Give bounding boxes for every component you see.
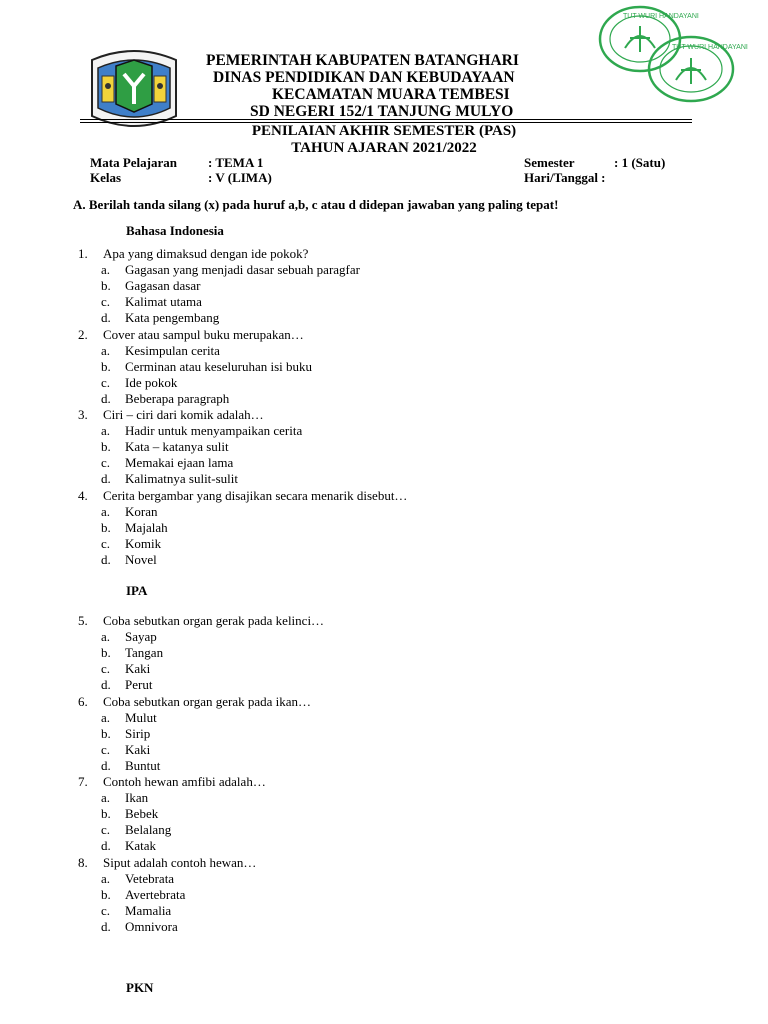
option-text: Kalimatnya sulit-sulit <box>125 471 239 487</box>
question-number: 4. <box>78 487 88 503</box>
option-letter: a. <box>101 262 111 278</box>
option-letter: d. <box>101 677 111 693</box>
subject-value: : TEMA 1 <box>208 155 264 170</box>
option-letter: d. <box>101 757 111 773</box>
question-number: 2. <box>78 326 88 342</box>
option-text: Kata – katanya sulit <box>125 439 229 455</box>
option-letter: c. <box>101 535 111 551</box>
option-text: Beberapa paragraph <box>125 390 230 406</box>
option-letter: a. <box>101 629 111 645</box>
divider <box>80 119 692 120</box>
option-letter: b. <box>101 519 111 535</box>
option-letter: c. <box>101 294 111 310</box>
option-letter: a. <box>101 870 111 886</box>
option-text: Kaki <box>125 661 151 677</box>
letterhead-line: DINAS PENDIDIKAN DAN KEBUDAYAAN <box>213 69 515 86</box>
option-letter: c. <box>101 455 111 471</box>
option-letter: b. <box>101 439 111 455</box>
option-text: Kesimpulan cerita <box>125 342 220 358</box>
date-label: Hari/Tanggal : <box>524 170 606 185</box>
option-letter: b. <box>101 725 111 741</box>
class-label: Kelas <box>90 170 122 185</box>
option-text: Avertebrata <box>125 886 186 902</box>
question-number: 3. <box>78 407 88 422</box>
option-text: Komik <box>125 535 162 551</box>
question-text: Apa yang dimaksud dengan ide pokok? <box>103 246 309 261</box>
question-text: Ciri – ciri dari komik adalah… <box>103 407 264 422</box>
option-letter: d. <box>101 918 111 934</box>
section-title: PKN <box>126 980 154 995</box>
question-text: Cerita bergambar yang disajikan secara menarik disebut… <box>103 487 408 503</box>
option-letter: a. <box>101 709 111 725</box>
option-letter: b. <box>101 886 111 902</box>
semester-label: Semester <box>524 155 575 170</box>
question-text: Siput adalah contoh hewan… <box>103 854 257 870</box>
option-text: Hadir untuk menyampaikan cerita <box>125 423 303 439</box>
question-text: Coba sebutkan organ gerak pada kelinci… <box>103 613 325 628</box>
option-letter: a. <box>101 790 111 806</box>
option-text: Kalimat utama <box>125 294 202 310</box>
option-letter: c. <box>101 661 111 677</box>
question-number: 1. <box>78 246 88 261</box>
letterhead <box>190 52 590 120</box>
exam-title: PENILAIAN AKHIR SEMESTER (PAS) <box>251 123 517 139</box>
question-number: 6. <box>78 693 88 709</box>
question-number: 8. <box>78 854 88 870</box>
option-letter: b. <box>101 358 111 374</box>
option-letter: c. <box>101 902 111 918</box>
question-text: Coba sebutkan organ gerak pada ikan… <box>103 693 312 709</box>
option-text: Perut <box>125 677 153 693</box>
option-letter: d. <box>101 551 111 567</box>
option-text: Mulut <box>125 709 157 725</box>
option-letter: b. <box>101 278 111 294</box>
option-text: Buntut <box>125 757 161 773</box>
letterhead-line: PEMERINTAH KABUPATEN BATANGHARI <box>206 52 519 69</box>
question-number: 7. <box>78 774 88 789</box>
option-text: Tangan <box>125 645 164 661</box>
option-text: Sayap <box>125 629 157 645</box>
option-letter: c. <box>101 374 111 390</box>
instruction: A. Berilah tanda silang (x) pada huruf a,b, c atau d didepan jawaban yang paling tepat! <box>73 197 559 212</box>
option-letter: a. <box>101 342 111 358</box>
seal-text: TUT WURI HANDAYANI <box>623 13 699 20</box>
letterhead-line: SD NEGERI 152/1 TANJUNG MULYO <box>250 103 514 120</box>
school-logo-icon <box>86 46 182 130</box>
question-text: Cover atau sampul buku merupakan… <box>103 326 304 342</box>
option-text: Majalah <box>125 519 168 535</box>
option-text: Katak <box>125 838 157 854</box>
option-letter: b. <box>101 645 111 661</box>
option-text: Memakai ejaan lama <box>125 455 234 471</box>
option-letter: b. <box>101 806 111 822</box>
option-text: Cerminan atau keseluruhan isi buku <box>125 358 313 374</box>
letterhead-line: KECAMATAN MUARA TEMBESI <box>272 86 510 103</box>
option-letter: d. <box>101 390 111 406</box>
option-text: Ide pokok <box>125 374 178 390</box>
section-title: Bahasa Indonesia <box>126 223 224 238</box>
option-letter: c. <box>101 741 111 757</box>
option-text: Belalang <box>125 822 172 838</box>
semester-value: : 1 (Satu) <box>614 155 666 170</box>
option-text: Novel <box>125 551 157 567</box>
option-text: Omnivora <box>125 918 178 934</box>
seal-stamp-icon <box>646 34 748 104</box>
option-letter: a. <box>101 503 111 519</box>
option-text: Kaki <box>125 741 151 757</box>
exam-year: TAHUN AJARAN 2021/2022 <box>291 140 477 156</box>
option-letter: d. <box>101 838 111 854</box>
option-text: Sirip <box>125 725 151 741</box>
option-text: Ikan <box>125 790 149 806</box>
question-number: 5. <box>78 613 88 628</box>
option-text: Mamalia <box>125 902 172 918</box>
option-letter: a. <box>101 423 111 439</box>
option-text: Vetebrata <box>125 870 175 886</box>
subject-label: Mata Pelajaran <box>90 155 178 170</box>
section-title: IPA <box>126 583 148 598</box>
option-text: Gagasan yang menjadi dasar sebuah paragfar <box>125 262 360 278</box>
option-letter: d. <box>101 310 111 326</box>
option-text: Bebek <box>125 806 159 822</box>
option-letter: c. <box>101 822 111 838</box>
seal-text: TUT WURI HANDAYANI <box>672 44 748 51</box>
question-text: Contoh hewan amfibi adalah… <box>103 774 266 789</box>
class-value: : V (LIMA) <box>208 170 272 185</box>
option-text: Kata pengembang <box>125 310 220 326</box>
option-text: Gagasan dasar <box>125 278 201 294</box>
option-letter: d. <box>101 471 111 487</box>
option-text: Koran <box>125 503 158 519</box>
